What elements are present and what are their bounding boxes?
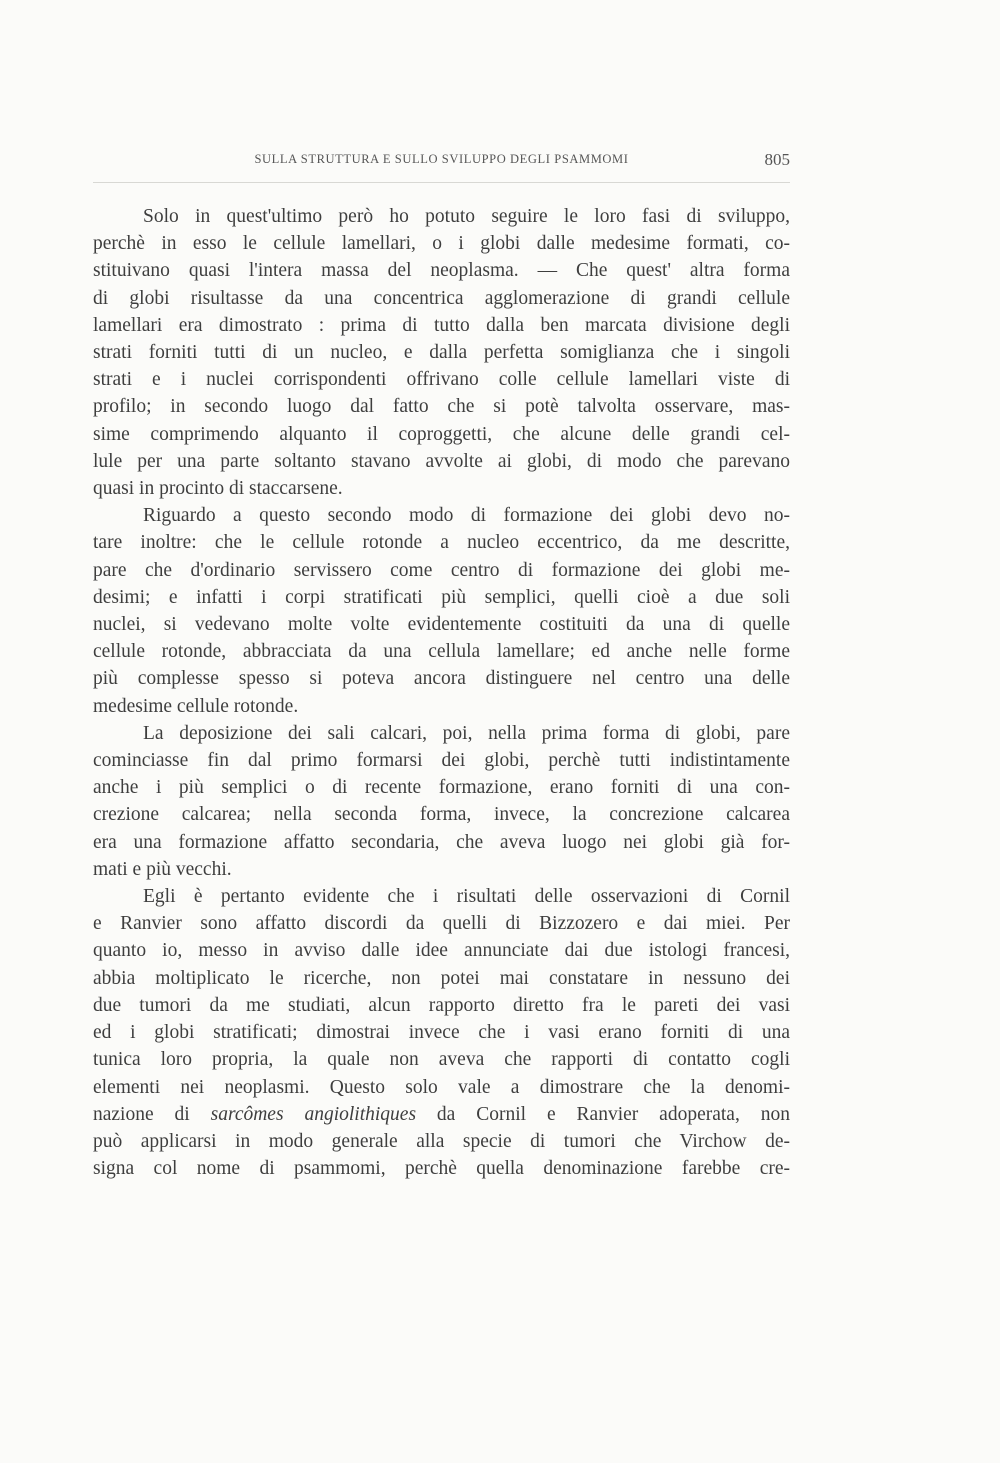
text-line: più complesse spesso si poteva ancora distinguere nel centro una delle [93,668,790,690]
running-head [93,152,790,172]
italic-term: sarcômes angiolithiques [210,1103,417,1125]
text-line: e Ranvier sono affatto discordi da quelli di Bizzozero e dai miei. Per [93,913,790,935]
text-line: strati e i nuclei corrispondenti offrivano colle cellule lamellari viste di [93,369,790,391]
text-line: di globi risultasse da una concentrica agglomerazione di grandi cellule [93,287,790,309]
text-line: due tumori da me studiati, alcun rapporto diretto fra le pareti dei vasi [93,994,790,1016]
text-line: ed i globi stratificati; dimostrai invece che i vasi erano forniti di una [93,1022,790,1044]
text-line: La deposizione dei sali calcari, poi, nella prima forma di globi, pare [143,722,790,744]
text-line: nuclei, si vedevano molte volte evidentemente costituiti da una di quelle [93,614,790,636]
text-line: abbia moltiplicato le ricerche, non potei mai constatare in nessuno dei [93,967,790,989]
page-number: 805 [764,150,790,169]
header-rule [93,182,790,183]
text-line: cominciasse fin dal primo formarsi dei globi, perchè tutti indistintamente [93,750,790,772]
text-line: profilo; in secondo luogo dal fatto che si potè talvolta osservare, mas- [93,396,790,418]
text-line: signa col nome di psammomi, perchè quella denominazione farebbe cre- [93,1158,790,1180]
text-line: tare inoltre: che le cellule rotonde a nucleo eccentrico, da me descritte, [93,532,790,554]
text-line: lamellari era dimostrato : prima di tutto dalla ben marcata divisione degli [93,314,790,336]
text-line: era una formazione affatto secondaria, che aveva luogo nei globi già for- [93,831,790,853]
text-line: strati forniti tutti di un nucleo, e dalla perfetta somiglianza che i singoli [93,342,790,364]
text-line: lule per una parte soltanto stavano avvolte ai globi, di modo che parevano [93,450,790,472]
text-line: Egli è pertanto evidente che i risultati delle osservazioni di Cornil [143,886,790,908]
text-fragment: da Cornil e Ranvier adoperata, non [416,1103,790,1125]
running-title: SULLA STRUTTURA E SULLO SVILUPPO DEGLI PSAMMOMI [254,152,629,166]
text-line: quasi in procinto di staccarsene. [93,478,343,500]
text-line: cellule rotonde, abbracciata da una cellula lamellare; ed anche nelle forme [93,641,790,663]
text-line: desimi; e infatti i corpi stratificati più semplici, quelli cioè a due soli [93,586,790,608]
text-line: Solo in quest'ultimo però ho potuto seguire le loro fasi di sviluppo, [143,206,790,227]
text-line: stituivano quasi l'intera massa del neoplasma. — Che quest' altra forma [93,260,790,282]
text-line: medesime cellule rotonde. [93,695,299,717]
text-line: sime comprimendo alquanto il coproggetti, che alcune delle grandi cel- [93,423,790,445]
text-line [93,1101,790,1128]
text-line: anche i più semplici o di recente formazione, erano forniti di una con- [93,777,790,799]
text-line: pare che d'ordinario servissero come centro di formazione dei globi me- [93,559,790,581]
text-line: tunica loro propria, la quale non aveva che rapporti di contatto cogli [93,1049,790,1071]
text-line: crezione calcarea; nella seconda forma, invece, la concrezione calcarea [93,804,790,826]
body-text [93,203,790,1182]
text-line: Riguardo a questo secondo modo di formazione dei globi devo no- [143,505,790,527]
text-line: mati e più vecchi. [93,858,232,880]
text-fragment: nazione di [93,1103,211,1125]
text-line: elementi nei neoplasmi. Questo solo vale a dimostrare che la denomi- [93,1076,790,1098]
text-line: perchè in esso le cellule lamellari, o i globi dalle medesime formati, co- [93,233,790,255]
text-line: può applicarsi in modo generale alla specie di tumori che Virchow de- [93,1130,790,1152]
text-line: quanto io, messo in avviso dalle idee annunciate dai due istologi francesi, [93,940,790,962]
